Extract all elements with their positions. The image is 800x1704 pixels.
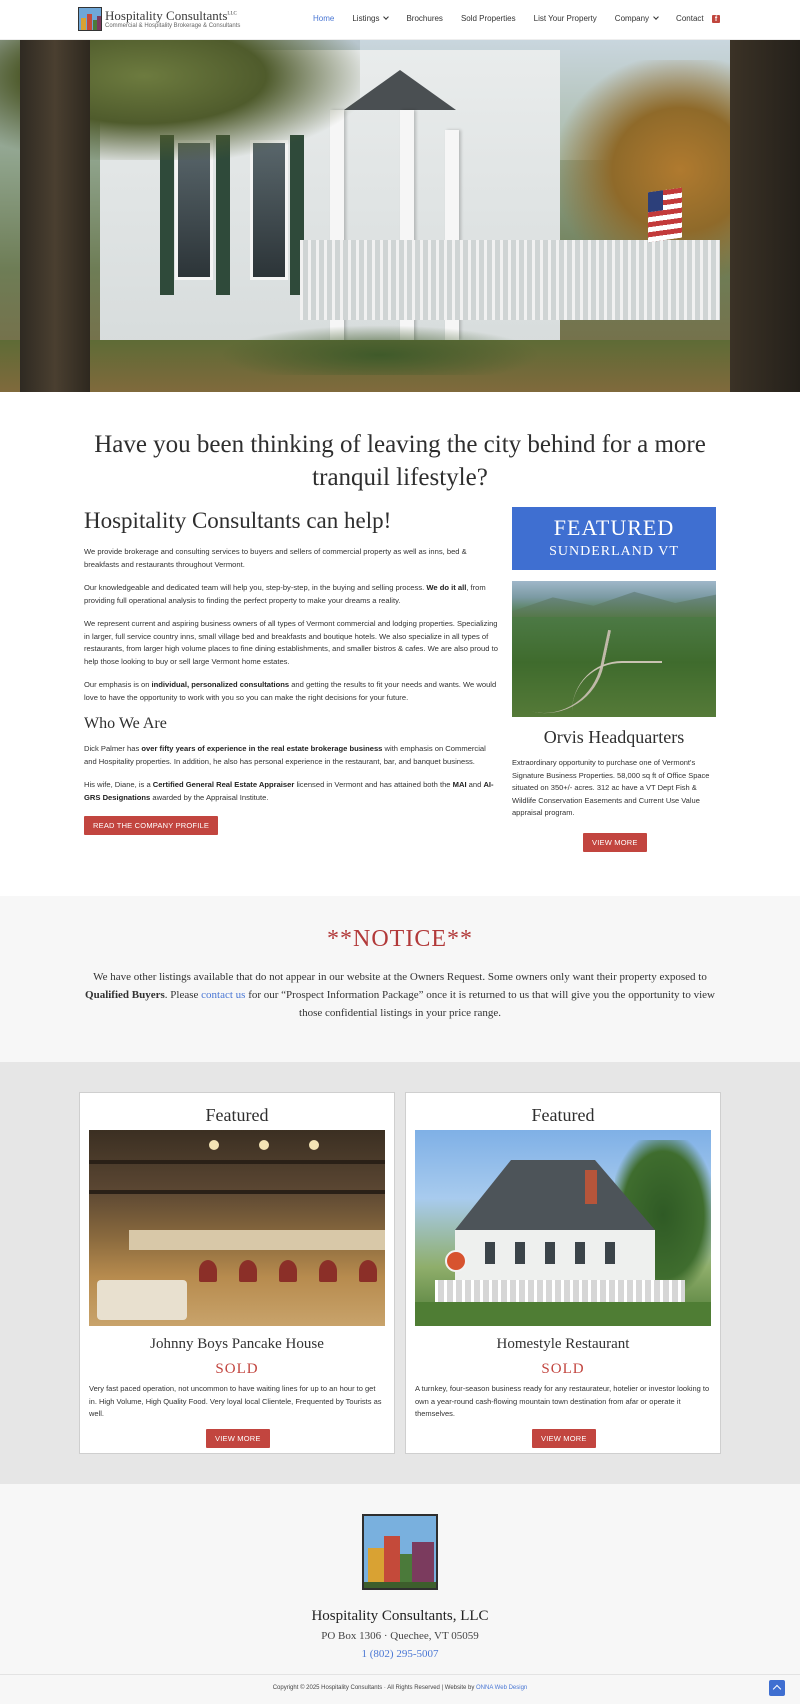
site-header (0, 0, 800, 40)
read-company-profile-button[interactable]: READ THE COMPANY PROFILE (84, 816, 218, 835)
intro-paragraph: Our knowledgeable and dedicated team will help you, step-by-step, in the buying and selling process. We do it all, from providing full operational analysis to finding the perfect property to make your dreams a reality. (84, 583, 486, 605)
scroll-top-icon[interactable] (769, 1680, 785, 1696)
main-nav (313, 14, 722, 23)
view-more-button[interactable]: VIEW MORE (206, 1429, 270, 1448)
featured-property-description: Extraordinary opportunity to purchase one of Vermont's Signature Business Properties. 58,000 sq ft of Office Space situated on 350+/- acres. 312 ac have a VT Dept Fish & Wildlife Conservation Easements and Current Use Value appraisal program. (512, 758, 710, 817)
notice-title: **NOTICE** (327, 926, 473, 952)
logo-icon[interactable] (78, 7, 102, 31)
nav-home[interactable]: Home (313, 14, 335, 23)
nav-brochures[interactable]: Brochures (406, 14, 443, 23)
who-we-are-title: Who We Are (84, 715, 167, 732)
page-headline: Have you been thinking of leaving the city behind for a more tranquil lifestyle? (94, 431, 706, 491)
intro-section (84, 508, 500, 835)
featured-view-more-button[interactable]: VIEW MORE (583, 833, 647, 852)
featured-property-title: Orvis Headquarters (543, 727, 685, 747)
footer-divider (0, 1674, 800, 1675)
web-design-link[interactable]: ONNA Web Design (476, 1685, 528, 1691)
nav-sold-properties[interactable]: Sold Properties (460, 14, 516, 23)
help-title: Hospitality Consultants can help! (84, 508, 392, 533)
listing-description: A turnkey, four-season business ready for any restaurateur, hotelier or investor looking to own a year-round cash-flowing mountain town destination from afar or operate it themselves. (415, 1384, 710, 1418)
intro-paragraph: We provide brokerage and consulting services to buyers and sellers of commercial property as well as inns, bed & breakfasts and restaurants throughout Vermont. (84, 547, 467, 569)
logo-icon (362, 1514, 438, 1590)
who-paragraph: Dick Palmer has over fifty years of experience in the real estate brokerage business with emphasis on Commercial and Hospitality properties. In addition, he also has personal experience in the restaurant, bar, and banquet business. (84, 744, 486, 766)
notice-section (0, 896, 800, 1062)
listing-label: Featured (531, 1105, 595, 1125)
nav-listings[interactable]: Listings (352, 14, 388, 23)
status-badge: SOLD (215, 1361, 259, 1377)
listing-card (79, 1092, 395, 1454)
chevron-down-icon (653, 14, 659, 20)
intro-paragraph: Our emphasis is on individual, personalized consultations and getting the results to fit your needs and wants. We would love to have the opportunity to work with you so you can make the right decisions for your future. (84, 680, 497, 702)
featured-listings (0, 1062, 800, 1484)
nav-contact[interactable]: Contact (676, 14, 704, 23)
listing-card (405, 1092, 721, 1454)
footer-company-name: Hospitality Consultants, LLC (311, 1608, 489, 1624)
listing-name: Johnny Boys Pancake House (150, 1336, 324, 1352)
intro-paragraph: We represent current and aspiring business owners of all types of Vermont commercial and lodging properties. Specializing in larger, full service country inns, small village bed and breakfasts and boutique hotels. We also specialize in all types of restaurants, from larger high volume places to fine dining establishments, and smaller bistros & cafes. We are also proud to help those looking to buy or sell large Vermont home estates. (84, 619, 498, 666)
view-more-button[interactable]: VIEW MORE (532, 1429, 596, 1448)
footer-address: PO Box 1306 · Quechee, VT 05059 (321, 1630, 479, 1642)
footer-phone-link[interactable]: 1 (802) 295-5007 (361, 1648, 439, 1660)
listing-description: Very fast paced operation, not uncommon to have waiting lines for up to an hour to get in. High Volume, High Quality Food. Very loyal local Clientele, Frequented by Tourists as well. (89, 1384, 382, 1418)
listing-name: Homestyle Restaurant (496, 1336, 630, 1352)
copyright: Copyright © 2025 Hospitality Consultants · All Rights Reserved | Website by ONNA Web Design (272, 1685, 528, 1691)
nav-company[interactable]: Company (615, 14, 658, 23)
who-paragraph: His wife, Diane, is a Certified General Real Estate Appraiser licensed in Vermont and has attained both the MAI and AI-GRS Designations awarded by the Appraisal Institute. (84, 780, 494, 802)
listing-label: Featured (205, 1105, 269, 1125)
hero-image (0, 40, 800, 392)
featured-property-image[interactable] (512, 581, 716, 717)
brand-subtitle: Commercial & Hospitality Brokerage & Consultants (105, 23, 241, 29)
featured-banner[interactable] (512, 507, 716, 570)
notice-text: We have other listings available that do not appear in our website at the Owners Request. Some owners only want their property exposed to Qualified Buyers. Please contact us for our “Prospect Information Package” once it is returned to us that will give you the opportunity to view those confidential listings in your price range. (85, 971, 715, 1019)
contact-us-link[interactable]: contact us (201, 989, 246, 1001)
facebook-icon[interactable]: f (712, 15, 720, 23)
listing-image[interactable] (415, 1130, 711, 1326)
status-badge: SOLD (541, 1361, 585, 1377)
site-footer (0, 1484, 800, 1704)
chevron-down-icon (384, 14, 390, 20)
featured-location: SUNDERLAND VT (549, 544, 679, 559)
featured-label: FEATURED (553, 515, 675, 540)
nav-list-your-property[interactable]: List Your Property (533, 14, 597, 23)
brand-title[interactable]: Hospitality Consultants$^{LLC}$ (105, 8, 237, 23)
listing-image[interactable] (89, 1130, 385, 1326)
